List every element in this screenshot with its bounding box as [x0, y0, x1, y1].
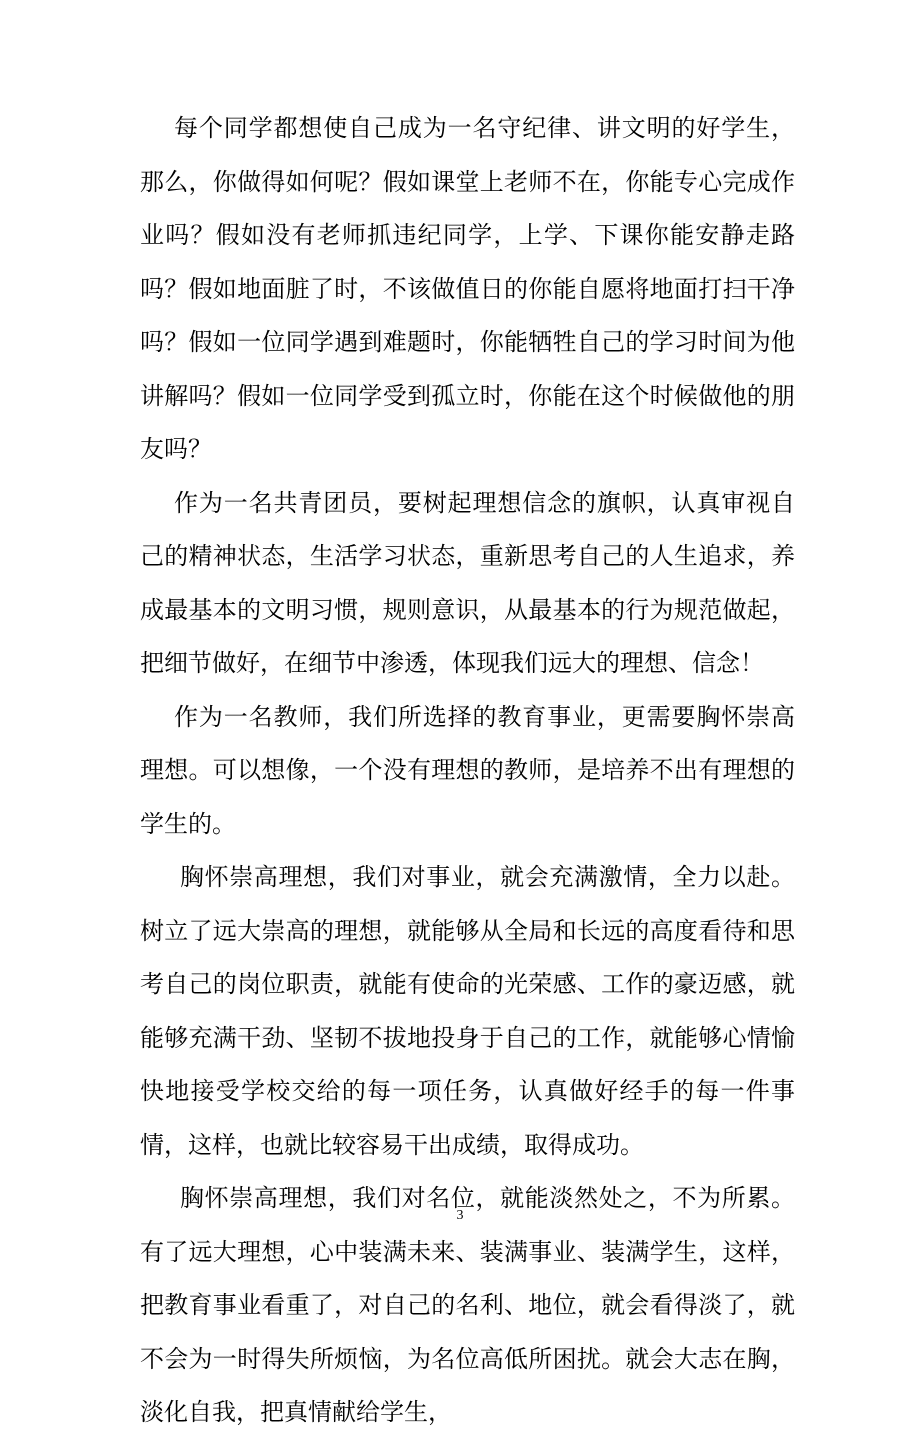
paragraph-5: 胸怀崇高理想，我们对名位，就能淡然处之，不为所累。有了远大理想，心中装满未来、装满事业、装满学生，这样，把教育事业看重了，对自己的名利、地位，就会看得淡了，就不会为一时得失所烦恼，为名位高低所困扰。就会大志在胸，淡化自我，把真情献给学生， — [140, 1184, 795, 1426]
page-number: 3 — [456, 1208, 464, 1223]
paragraph-4: 胸怀崇高理想，我们对事业，就会充满激情，全力以赴。树立了远大崇高的理想，就能够从全局和长远的高度看待和思考自己的岗位职责，就能有使命的光荣感、工作的豪迈感，就能够充满干劲、坚韧不拔地投身于自己的工作，就能够心情愉快地接受学校交给的每一项任务，认真做好经手的每一件事情，这样，也就比较容易干出成绩，取得成功。 — [140, 863, 795, 1159]
paragraph-2: 作为一名共青团员，要树起理想信念的旗帜，认真审视自己的精神状态，生活学习状态，重新思考自己的人生追求，养成最基本的文明习惯，规则意识，从最基本的行为规范做起，把细节做好，在细节中渗透，体现我们远大的理想、信念！ — [140, 488, 795, 677]
document-body — [140, 102, 795, 1440]
paragraph-1: 每个同学都想使自己成为一名守纪律、讲文明的好学生，那么，你做得如何呢？假如课堂上老师不在，你能专心完成作业吗？假如没有老师抓违纪同学，上学、下课你能安静走路吗？假如地面脏了时，不该做值日的你能自愿将地面打扫干净吗？假如一位同学遇到难题时，你能牺牲自己的学习时间为他讲解吗？假如一位同学受到孤立时，你能在这个时候做他的朋友吗？ — [140, 114, 795, 463]
paragraph-3: 作为一名教师，我们所选择的教育事业，更需要胸怀崇高理想。可以想像，一个没有理想的教师，是培养不出有理想的学生的。 — [140, 702, 795, 838]
